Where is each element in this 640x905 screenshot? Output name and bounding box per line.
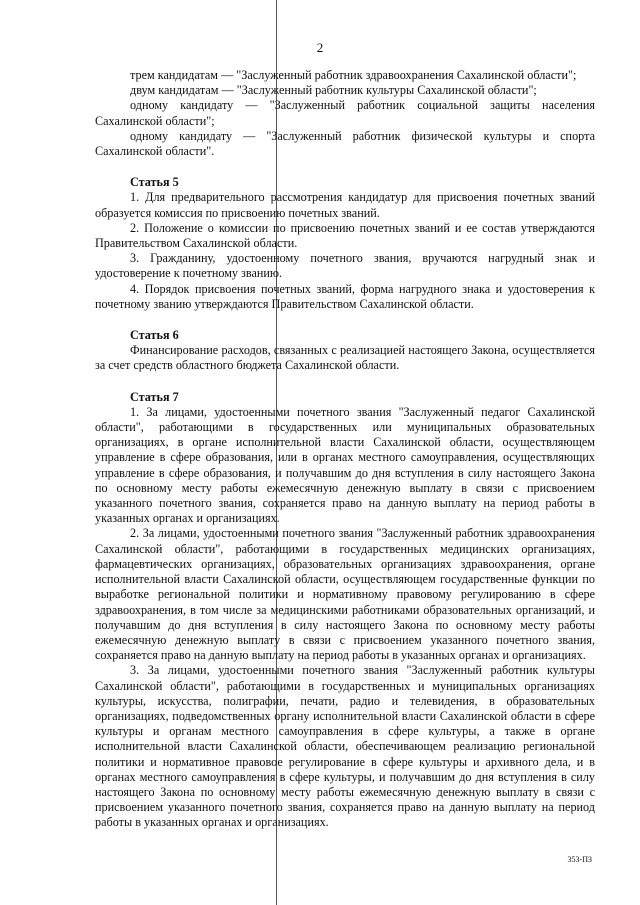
document-body [95,68,595,831]
page-number: 2 [316,40,324,55]
article-5-title: Статья 5 [130,175,179,190]
paragraph: 1. Для предварительного рассмотрения кандидатур для присвоения почетных званий образуется комиссия по присвоению почетных званий. [95,190,595,220]
paragraph: Финансирование расходов, связанных с реализацией настоящего Закона, осуществляется за счет средств областного бюджета Сахалинской области. [95,343,595,373]
paragraph: 2. За лицами, удостоенными почетного звания "Заслуженный работник здравоохранения Сахалинской области", работающими в государственных медицинских организациях, фармацевтических организациях, образовательных организациях здравоохранения, органе исполнительной власти Сахалинской области, осуществляющем государственные функции по выработке региональной политики и нормативному правовому регулированию в сфере здравоохранения, в том числе за медицинскими работниками образовательных организаций, и получавшим до дня вступления в силу настоящего Закона по основному месту работы ежемесячную денежную выплату в связи с присвоением указанного почетного звания, сохраняется право на данную выплату на период работы в указанных органах и организациях. [95,526,595,663]
paragraph: трем кандидатам — "Заслуженный работник здравоохранения Сахалинской области"; [130,68,577,82]
paragraph: одному кандидату — "Заслуженный работник физической культуры и спорта Сахалинской области". [95,128,595,159]
paragraph: 3. За лицами, удостоенными почетного звания "Заслуженный работник культуры Сахалинской области", работающими в государственных и муниципальных организациях культуры, искусства, полиграфии, печати, радио и телевидения, в образовательных организациях, подведомственных органу исполнительной власти Сахалинской области в сфере культуры и органам местного самоуправления в сфере культуры, а также в органе исполнительной власти Сахалинской области, обеспечивающем реализацию региональной политики и нормативное правовое регулирование в сфере культуры и архивного дела, и в органах местного самоуправления в сфере культуры, и получавшим до дня вступления в силу настоящего Закона по основному месту работы ежемесячную денежную выплату в связи с присвоением указанного почетного звания, сохраняется право на данную выплату на период работы в указанных органах и организациях. [95,663,595,830]
article-6-title: Статья 6 [130,328,179,343]
paragraph: 4. Порядок присвоения почетных званий, форма нагрудного знака и удостоверения к почетному званию утверждаются Правительством Сахалинской области. [95,281,595,311]
paragraph: 1. За лицами, удостоенными почетного звания "Заслуженный педагог Сахалинской области", работающими в государственных или муниципальных образовательных организациях, в органе исполнительной власти Сахалинской области, осуществляющем управление в сфере образования, или в органах местного самоуправления, осуществляющих управление в сфере образования, и получавшим до дня вступления в силу настоящего Закона по основному месту работы ежемесячную денежную выплату в связи с присвоением указанного почетного звания, сохраняется право на данную выплату на период работы в указанных органах и организациях. [95,404,595,526]
article-7-title: Статья 7 [130,389,179,404]
paragraph: одному кандидату — "Заслуженный работник социальной защиты населения Сахалинской области"; [95,98,595,128]
paragraph: двум кандидатам — "Заслуженный работник культуры Сахалинской области"; [130,83,537,98]
document-code: 353-ПЗ [567,854,592,864]
paragraph: 3. Гражданину, удостоенному почетного звания, вручаются нагрудный знак и удостоверение к почетному званию. [95,251,595,281]
paragraph: 2. Положение о комиссии по присвоению почетных званий и ее состав утверждаются Правительством Сахалинской области. [95,220,595,251]
